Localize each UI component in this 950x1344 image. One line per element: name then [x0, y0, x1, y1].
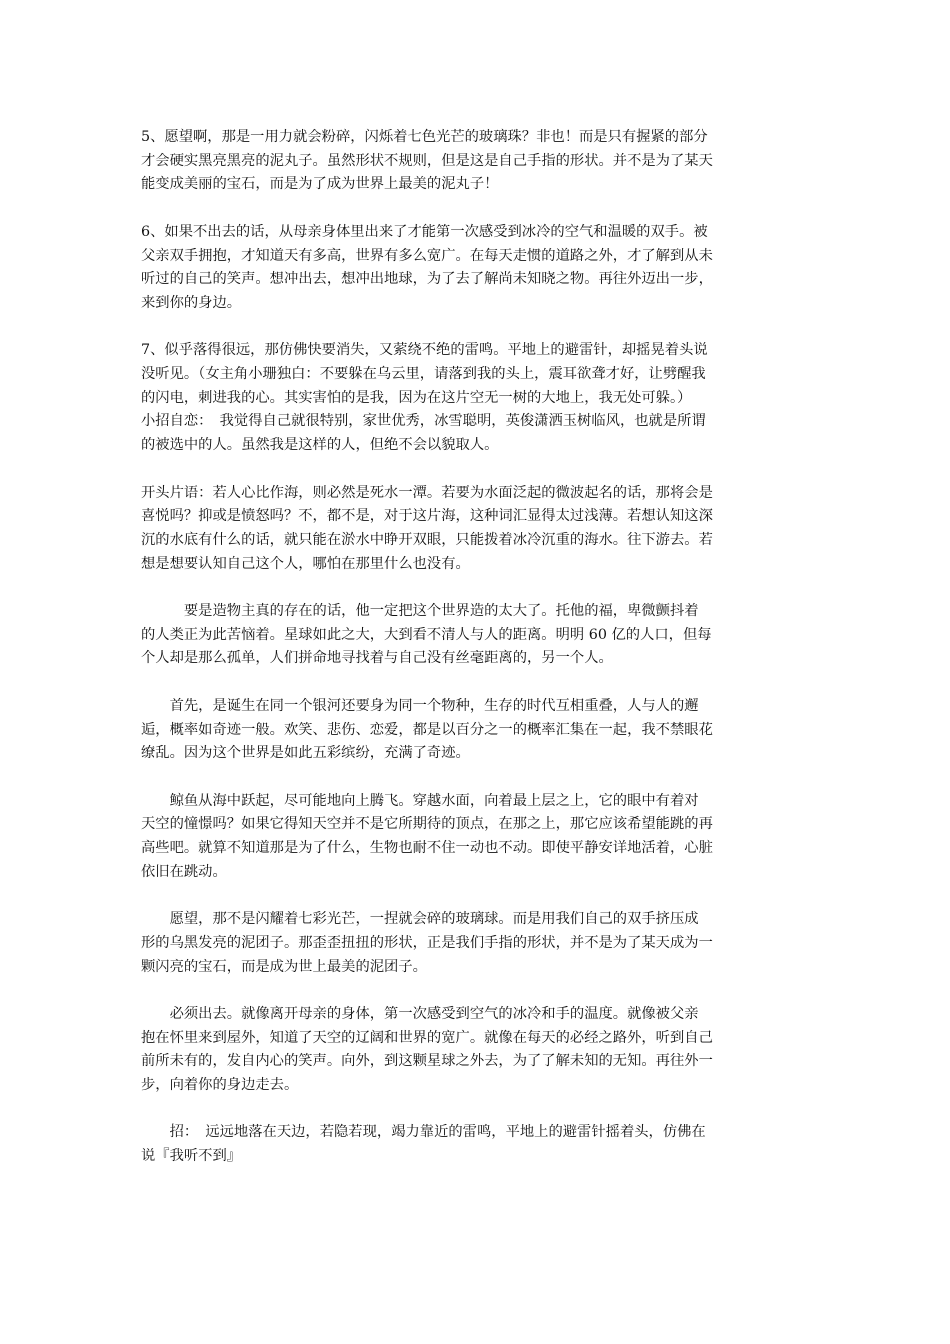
paragraph: [141, 1003, 810, 1098]
text-line: 招： 远远地落在天边，若隐若现，竭力靠近的雷鸣，平地上的避雷针摇着头，仿佛在: [141, 1124, 706, 1141]
text-line: 依旧在跳动。: [141, 863, 227, 880]
paragraph: [141, 600, 810, 671]
text-line: 想是想要认知自己这个人，哪怕在那里什么也没有。: [141, 555, 470, 572]
text-line: 父亲双手拥抱，才知道天有多高，世界有多么宽广。在每天走惯的道路之外，才了解到从未: [141, 247, 713, 264]
document-body: [141, 126, 810, 1192]
text-line: 听过的自己的笑声。想冲出去，想冲出地球，为了去了解尚未知晓之物。再往外迈出一步，: [141, 271, 713, 288]
text-line: 5、愿望啊，那是一用力就会粉碎，闪烁着七色光芒的玻璃珠？非也！而是只有握紧的部分: [141, 129, 708, 145]
text-line: 小招自恋： 我觉得自己就很特别，家世优秀，冰雪聪明，英俊潇洒玉树临风，也就是所谓: [141, 413, 706, 430]
text-line: 没听见。（女主角小珊独白：不要躲在乌云里，请落到我的头上，震耳欲聋才好，让劈醒我: [141, 366, 706, 382]
text-line: 能变成美丽的宝石，而是为了成为世界上最美的泥丸子！: [141, 176, 499, 193]
paragraph: [141, 695, 810, 766]
paragraph: [141, 790, 810, 885]
text-line: 颗闪亮的宝石，而是成为世上最美的泥团子。: [141, 958, 427, 975]
text-line: 的闪电，刺进我的心。其实害怕的是我，因为在这片空无一树的大地上，我无处可躲。）: [141, 389, 692, 406]
text-line: 逅，概率如奇迹一般。欢笑、悲伤、恋爱，都是以百分之一的概率汇集在一起，我不禁眼花: [141, 721, 713, 738]
text-line: 7、似乎落得很远，那仿佛快要消失，又萦绕不绝的雷鸣。平地上的避雷针，却摇晃着头说: [141, 342, 708, 359]
paragraph: [141, 1121, 810, 1168]
text-line: 喜悦吗？抑或是愤怒吗？不，都不是，对于这片海，这种词汇显得太过浅薄。若想认知这深: [141, 508, 713, 525]
text-line: 说『我听不到』: [141, 1148, 242, 1165]
text-line: 前所未有的，发自内心的笑声。向外，到这颗星球之外去，为了了解未知的无知。再往外一: [141, 1053, 713, 1070]
text-line: 首先，是诞生在同一个银河还要身为同一个物种，生存的时代互相重叠，人与人的邂: [141, 697, 699, 714]
text-line: 缭乱。因为这个世界是如此五彩缤纷，充满了奇迹。: [141, 745, 470, 762]
text-line: 才会硬实黑亮黑亮的泥丸子。虽然形状不规则，但是这是自己手指的形状。并不是为了某天: [141, 152, 713, 169]
text-line: 鲸鱼从海中跃起，尽可能地向上腾飞。穿越水面，向着最上层之上，它的眼中有着对: [141, 792, 699, 809]
paragraph: [141, 482, 810, 577]
paragraph: [141, 126, 810, 197]
text-line: 来到你的身边。: [141, 294, 242, 311]
text-line: 6、如果不出去的话，从母亲身体里出来了才能第一次感受到冰冷的空气和温暖的双手。被: [141, 223, 708, 240]
text-line: 开头片语：若人心比作海，则必然是死水一潭。若要为水面泛起的微波起名的话，那将会是: [141, 484, 713, 501]
text-line: 高些吧。就算不知道那是为了什么，生物也耐不住一动也不动。即使平静安详地活着，心脏: [141, 840, 713, 856]
text-line: 必须出去。就像离开母亲的身体，第一次感受到空气的冰冷和手的温度。就像被父亲: [141, 1005, 699, 1022]
paragraph: [141, 339, 810, 458]
paragraph: [141, 908, 810, 979]
text-line: 天空的憧憬吗？如果它得知天空并不是它所期待的顶点，在那之上，那它应该希望能跳的再: [141, 816, 713, 833]
text-line: 的被选中的人。虽然我是这样的人，但绝不会以貌取人。: [141, 437, 499, 454]
text-line: 形的乌黑发亮的泥团子。那歪歪扭扭的形状，正是我们手指的形状，并不是为了某天成为一: [141, 934, 713, 951]
paragraph: [141, 221, 810, 316]
text-line: 步，向着你的身边走去。: [141, 1077, 299, 1093]
text-line: 要是造物主真的存在的话，他一定把这个世界造的太大了。托他的福，卑微颤抖着: [141, 603, 699, 619]
text-line: 的人类正为此苦恼着。星球如此之大，大到看不清人与人的距离。明明 60 亿的人口，但每: [141, 626, 712, 643]
text-line: 愿望，那不是闪耀着七彩光芒，一捏就会碎的玻璃球。而是用我们自己的双手挤压成: [141, 911, 699, 928]
text-line: 个人却是那么孤单，人们拼命地寻找着与自己没有丝毫距离的，另一个人。: [141, 650, 613, 667]
text-line: 抱在怀里来到屋外，知道了天空的辽阔和世界的宽广。就像在每天的必经之路外，听到自己: [141, 1029, 713, 1046]
text-line: 沉的水底有什么的话，就只能在淤水中睁开双眼，只能拨着冰冷沉重的海水。往下游去。若: [141, 531, 713, 548]
